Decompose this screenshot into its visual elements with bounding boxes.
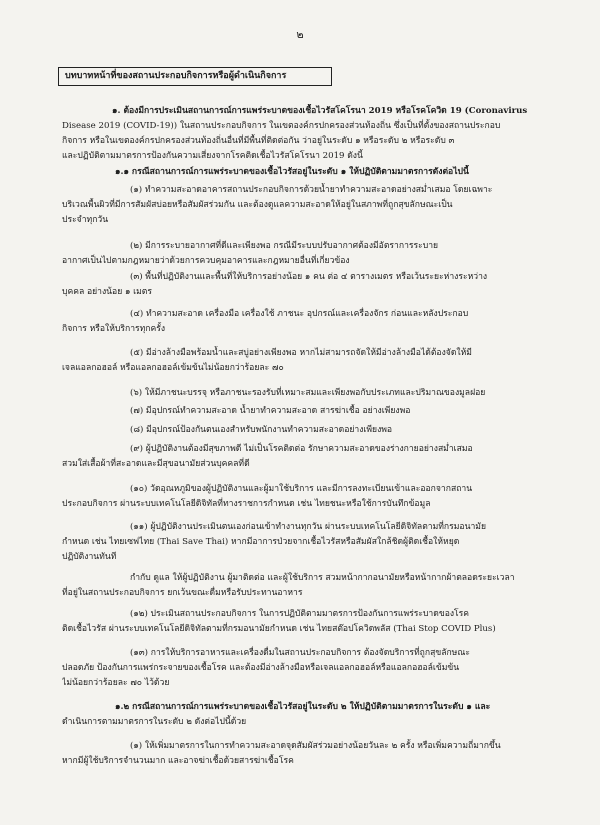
- list-item: (๘) มีอุปกรณ์ป้องกันตนเองสำหรับพนักงานทำความสะอาดอย่างเพียงพอ: [130, 425, 393, 435]
- page-number: ๒: [296, 28, 304, 41]
- paragraph-line: ดำเนินการตามมาตรการในระดับ ๒ ดังต่อไปนี้ด้วย: [62, 717, 247, 727]
- list-item: (๑๓) การให้บริการอาหารและเครื่องดื่มในสถานประกอบกิจการ ต้องจัดบริการที่ถูกสุขลักษณะ: [130, 648, 470, 658]
- list-item-continuation: บุคคล อย่างน้อย ๑ เมตร: [62, 287, 152, 297]
- list-item: (๗) มีอุปกรณ์ทำความสะอาด น้ำยาทำความสะอาด สารฆ่าเชื้อ อย่างเพียงพอ: [130, 406, 411, 416]
- list-item-continuation: บริเวณพื้นผิวที่มีการสัมผัสบ่อยหรือสัมผัสร่วมกัน และต้องดูแลความสะอาดให้อยู่ในสภาพที่ถูกสุขลักษณะเป็น: [62, 200, 453, 210]
- list-item-continuation: อากาศเป็นไปตามกฎหมายว่าด้วยการควบคุมอาคารและกฎหมายอื่นที่เกี่ยวข้อง: [62, 256, 350, 266]
- list-item-continuation: ประกอบกิจการ ผ่านระบบเทคโนโลยีดิจิทัลที่ทางราชการกำหนด เช่น ไทยชนะหรือใช้การบันทึกข้อมูล: [62, 499, 431, 509]
- list-item: กำกับ ดูแล ให้ผู้ปฏิบัติงาน ผู้มาติดต่อ และผู้ใช้บริการ สวมหน้ากากอนามัยหรือหน้ากากผ้าตลอดระยะเวลา: [130, 573, 515, 583]
- paragraph-line: Disease 2019 (COVID-19)) ในสถานประกอบกิจการ ในเขตองค์กรปกครองส่วนท้องถิ่น ซึ่งเป็นที่ตั้งของสถานประกอบ: [62, 121, 501, 131]
- list-item: (๖) ให้มีภาชนะบรรจุ หรือภาชนะรองรับที่เหมาะสมและเพียงพอกับประเภทและปริมาณของมูลฝอย: [130, 388, 486, 398]
- list-item: (๑๐) วัดอุณหภูมิของผู้ปฏิบัติงานและผู้มาใช้บริการ และมีการลงทะเบียนเข้าและออกจากสถาน: [130, 484, 473, 494]
- list-item: (๑) ให้เพิ่มมาตรการในการทำความสะอาดจุดสัมผัสร่วมอย่างน้อยวันละ ๒ ครั้ง หรือเพิ่มความถี่มากขึ้น: [130, 741, 501, 751]
- heading-1: ๑. ต้องมีการประเมินสถานการณ์การแพร่ระบาดของเชื้อไวรัสโคโรนา 2019 หรือโรคโควิด 19 (Coronavirus: [112, 106, 528, 116]
- list-item-continuation: ติดเชื้อไวรัส ผ่านระบบเทคโนโลยีดิจิทัลตามที่กรมอนามัยกำหนด เช่น ไทยสต๊อปโควิดพลัส (Thai Stop COVID Plus): [62, 624, 496, 634]
- paragraph-line: กิจการ หรือในเขตองค์กรปกครองส่วนท้องถิ่นอื่นที่มีพื้นที่ติดต่อกัน ว่าอยู่ในระดับ ๑ หรือระดับ ๒ หรือระดับ ๓: [62, 136, 455, 146]
- list-item-continuation: ประจำทุกวัน: [62, 215, 109, 225]
- list-item: (๓) พื้นที่ปฏิบัติงานและพื้นที่ให้บริการอย่างน้อย ๑ คน ต่อ ๔ ตารางเมตร หรือเว้นระยะห่างระหว่าง: [130, 272, 488, 282]
- section-title-box: บทบาทหน้าที่ของสถานประกอบกิจการหรือผู้ดำเนินกิจการ: [58, 67, 332, 86]
- paragraph-line: และปฏิบัติตามมาตรการป้องกันความเสี่ยงจากโรคติดเชื้อไวรัสโคโรนา 2019 ดังนี้: [62, 151, 363, 161]
- list-item-continuation: หากมีผู้ใช้บริการจำนวนมาก และอาจฆ่าเชื้อด้วยสารฆ่าเชื้อโรค: [62, 756, 294, 766]
- subheading-1-1: ๑.๑ กรณีสถานการณ์การแพร่ระบาดของเชื้อไวรัสอยู่ในระดับ ๑ ให้ปฏิบัติตามมาตรการดังต่อไปนี้: [115, 167, 469, 177]
- list-item-continuation: ที่อยู่ในสถานประกอบกิจการ ยกเว้นขณะดื่มหรือรับประทานอาหาร: [62, 588, 303, 598]
- list-item: (๕) มีอ่างล้างมือพร้อมน้ำและสบู่อย่างเพียงพอ หากไม่สามารถจัดให้มีอ่างล้างมือได้ต้องจัดให้มี: [130, 348, 472, 358]
- list-item: (๙) ผู้ปฏิบัติงานต้องมีสุขภาพดี ไม่เป็นโรคติดต่อ รักษาความสะอาดของร่างกายอย่างสม่ำเสมอ: [130, 444, 473, 454]
- list-item: (๑) ทำความสะอาดอาคารสถานประกอบกิจการด้วยน้ำยาทำความสะอาดอย่างสม่ำเสมอ โดยเฉพาะ: [130, 185, 493, 195]
- subheading-1-2: ๑.๒ กรณีสถานการณ์การแพร่ระบาดของเชื้อไวรัสอยู่ในระดับ ๒ ให้ปฏิบัติตามมาตรการในระดับ ๑ และ: [115, 702, 491, 712]
- list-item: (๒) มีการระบายอากาศที่ดีและเพียงพอ กรณีมีระบบปรับอากาศต้องมีอัตราการระบาย: [130, 241, 439, 251]
- list-item-continuation: เจลแอลกอฮอล์ หรือแอลกอฮอล์เข้มข้นไม่น้อยกว่าร้อยละ ๗๐: [62, 363, 284, 373]
- list-item: (๑๑) ผู้ปฏิบัติงานประเมินตนเองก่อนเข้าทำงานทุกวัน ผ่านระบบเทคโนโลยีดิจิทัลตามที่กรมอนามัย: [130, 522, 486, 532]
- list-item-continuation: ไม่น้อยกว่าร้อยละ ๗๐ ไว้ด้วย: [62, 678, 170, 688]
- list-item-continuation: สวมใส่เสื้อผ้าที่สะอาดและมีสุขอนามัยส่วนบุคคลที่ดี: [62, 459, 250, 469]
- list-item: (๑๒) ประเมินสถานประกอบกิจการ ในการปฏิบัติตามมาตรการป้องกันการแพร่ระบาดของโรค: [130, 609, 470, 619]
- list-item-continuation: ปลอดภัย ป้องกันการแพร่กระจายของเชื้อโรค และต้องมีอ่างล้างมือหรือเจลแอลกอฮอล์หรือแอลกอฮอล์เข้มข้น: [62, 663, 460, 673]
- list-item-continuation: ปฏิบัติงานทันที: [62, 552, 117, 562]
- list-item-continuation: กิจการ หรือให้บริการทุกครั้ง: [62, 324, 166, 334]
- list-item: (๔) ทำความสะอาด เครื่องมือ เครื่องใช้ ภาชนะ อุปกรณ์และเครื่องจักร ก่อนและหลังประกอบ: [130, 309, 469, 319]
- list-item-continuation: กำหนด เช่น ไทยเซฟไทย (Thai Save Thai) หากมีอาการป่วยจากเชื้อไวรัสหรือสัมผัสใกล้ชิดผู้ติดเชื้อให้หยุด: [62, 537, 460, 547]
